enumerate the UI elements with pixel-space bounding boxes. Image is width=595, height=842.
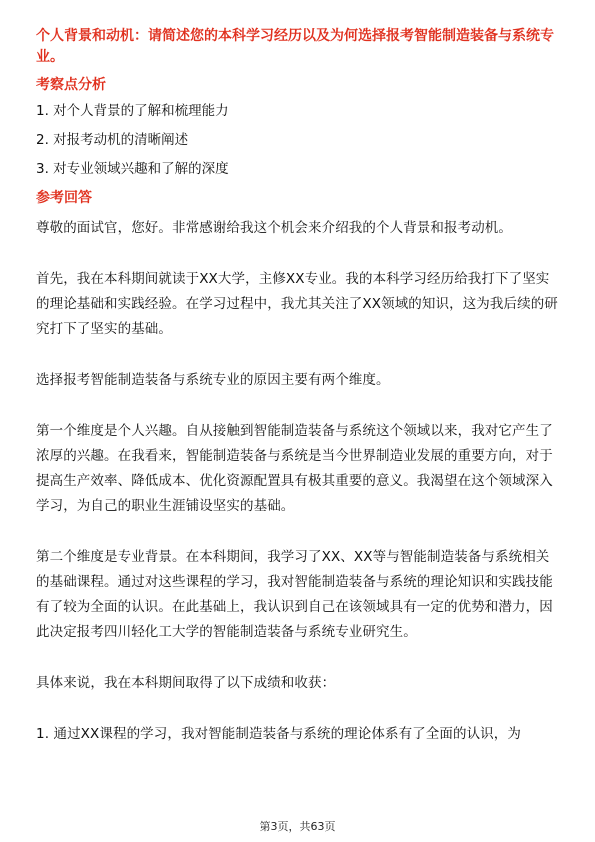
- answer-paragraph: 第一个维度是个人兴趣。自从接触到智能制造装备与系统这个领域以来，我对它产生了浓厚的兴趣。在我看来，智能制造装备与系统是当今世界制造业发展的重要方向，对于提高生产效率、降低成本、优化资源配置具有极其重要的意义。我渴望在这个领域深入学习，为自己的职业生涯铺设坚实的基础。: [36, 423, 553, 514]
- answer-title: 参考回答: [36, 190, 92, 206]
- analysis-title: 考察点分析: [36, 77, 106, 93]
- answer-paragraph: 尊敬的面试官，您好。非常感谢给我这个机会来介绍我的个人背景和报考动机。: [36, 220, 512, 236]
- answer-paragraph: 选择报考智能制造装备与系统专业的原因主要有两个维度。: [36, 372, 390, 388]
- answer-paragraph: 首先，我在本科期间就读于XX大学，主修XX专业。我的本科学习经历给我打下了坚实的理论基础和实践经验。在学习过程中，我尤其关注了XX领域的知识，这为我后续的研究打下了坚实的基础。: [36, 271, 558, 337]
- answer-paragraph: 具体来说，我在本科期间取得了以下成绩和收获：: [36, 675, 336, 691]
- document-page: [36, 26, 561, 773]
- analysis-point: 3. 对专业领域兴趣和了解的深度: [36, 161, 229, 177]
- analysis-point: 2. 对报考动机的清晰阐述: [36, 132, 189, 148]
- page-footer: 第3页，共63页: [259, 820, 336, 833]
- answer-paragraph: 1. 通过XX课程的学习，我对智能制造装备与系统的理论体系有了全面的认识，为: [36, 726, 521, 742]
- answer-paragraph: 第二个维度是专业背景。在本科期间，我学习了XX、XX等与智能制造装备与系统相关的基础课程。通过对这些课程的学习，我对智能制造装备与系统的理论知识和实践技能有了较为全面的认识。在此基础上，我认识到自己在该领域具有一定的优势和潜力，因此决定报考四川轻化工大学的智能制造装备与系统专业研究生。: [36, 549, 553, 640]
- analysis-point: 1. 对个人背景的了解和梳理能力: [36, 103, 229, 119]
- question-heading: 个人背景和动机：请简述您的本科学习经历以及为何选择报考智能制造装备与系统专业。: [36, 28, 554, 65]
